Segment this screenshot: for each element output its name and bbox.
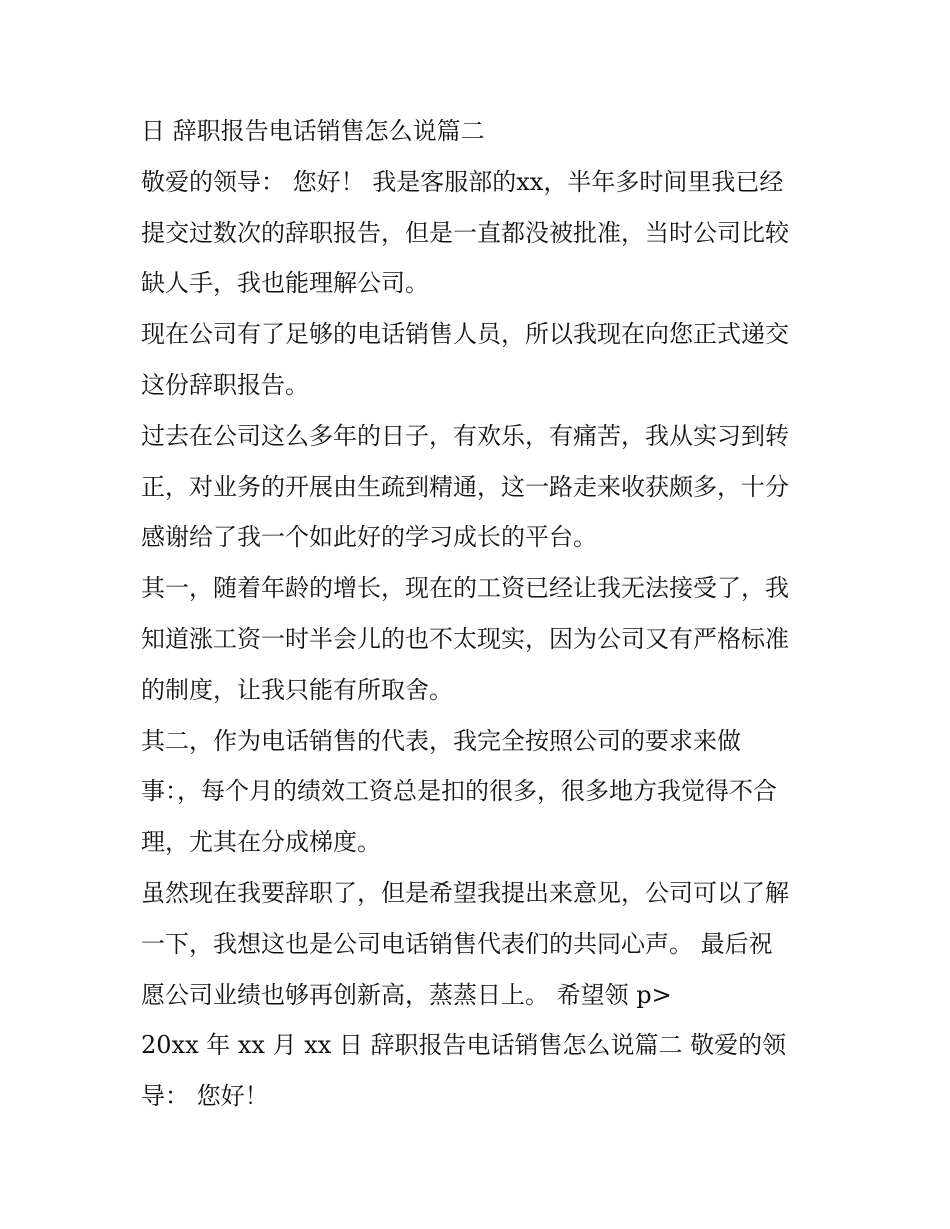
- text-line: 日 辞职报告电话销售怎么说篇二: [141, 117, 485, 145]
- text-line: 感谢给了我一个如此好的学习成长的平台。: [141, 523, 597, 552]
- text-line: 一下，我想这也是公司电话销售代表们的共同心声。 最后祝: [141, 929, 773, 958]
- document-body: [141, 106, 821, 1122]
- text-line: 20xx 年 xx 月 xx 日 辞职报告电话销售怎么说篇二 敬爱的领: [141, 1031, 787, 1060]
- text-line: 缺人手，我也能理解公司。: [141, 269, 429, 298]
- text-line: 敬爱的领导： 您好！ 我是客服部的xx，半年多时间里我已经: [141, 167, 784, 196]
- text-line: 其一，随着年龄的增长，现在的工资已经让我无法接受了，我: [141, 574, 789, 603]
- text-line: 其二，作为电话销售的代表，我完全按照公司的要求来做: [141, 726, 741, 755]
- text-line: 事：，每个月的绩效工资总是扣的很多，很多地方我觉得不合: [141, 777, 777, 806]
- text-line: 知道涨工资一时半会儿的也不太现实，因为公司又有严格标准: [141, 624, 789, 653]
- text-line: 的制度，让我只能有所取舍。: [141, 675, 453, 704]
- text-line: 导： 您好！: [141, 1082, 269, 1111]
- text-line: 过去在公司这么多年的日子，有欢乐，有痛苦，我从实习到转: [141, 421, 789, 450]
- text-line: 虽然现在我要辞职了，但是希望我提出来意见，公司可以了解: [141, 878, 789, 907]
- text-line: 愿公司业绩也够再创新高，蒸蒸日上。 希望领 p>: [141, 980, 672, 1009]
- text-line: 提交过数次的辞职报告，但是一直都没被批准，当时公司比较: [141, 218, 789, 247]
- text-line: 正，对业务的开展由生疏到精通，这一路走来收获颇多，十分: [141, 472, 789, 501]
- text-line: 这份辞职报告。: [141, 370, 309, 399]
- text-line: 理，尤其在分成梯度。: [141, 828, 381, 857]
- text-line: 现在公司有了足够的电话销售人员，所以我现在向您正式递交: [141, 320, 789, 349]
